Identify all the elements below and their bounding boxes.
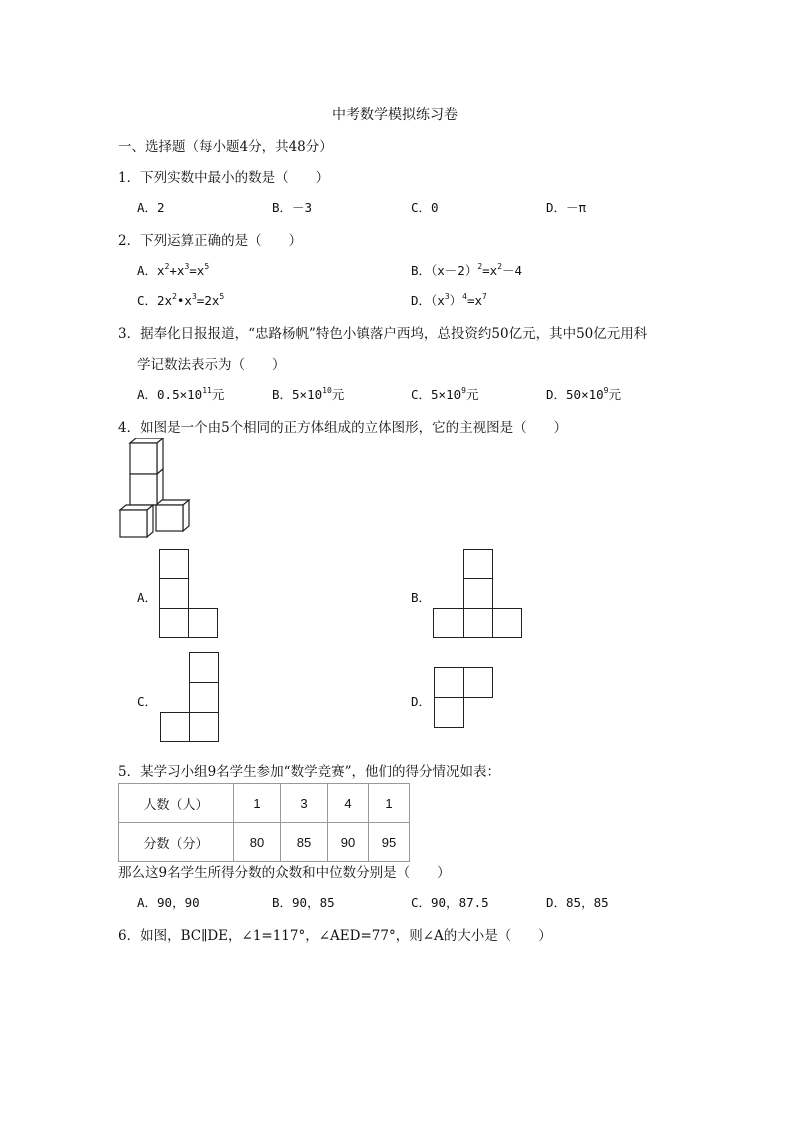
q4-option-a-label: A． <box>137 590 158 605</box>
q5-option-d: D．85，85 <box>546 895 609 910</box>
table-cell: 90 <box>328 823 369 862</box>
table-cell: 4 <box>328 784 369 823</box>
q4-option-c-figure <box>160 652 220 742</box>
table-cell: 3 <box>281 784 328 823</box>
q4-option-d-label: D． <box>411 694 432 709</box>
page-title: 中考数学模拟练习卷 <box>332 107 458 123</box>
question-2-stem: 2．下列运算正确的是（ ） <box>118 233 303 249</box>
q4-option-a-figure <box>159 549 219 638</box>
q1-option-a: A．2 <box>137 200 165 215</box>
question-5-question: 那么这9名学生所得分数的众数和中位数分别是（ ） <box>118 865 451 881</box>
table-cell: 80 <box>234 823 281 862</box>
table-cell: 1 <box>369 784 410 823</box>
table-cell: 85 <box>281 823 328 862</box>
table-cell: 95 <box>369 823 410 862</box>
q1-option-d: D．－π <box>546 200 587 215</box>
q5-option-b: B．90，85 <box>272 895 335 910</box>
q5-option-a: A．90，90 <box>137 895 200 910</box>
q1-option-c: C．0 <box>411 200 439 215</box>
question-3-stem-line1: 3．据奉化日报报道，“忠路杨帆”特色小镇落户西坞，总投资约50亿元，其中50亿元用科 <box>118 326 648 342</box>
q4-option-b-figure <box>433 549 522 638</box>
q1-option-b: B．－3 <box>272 200 313 215</box>
q5-option-c: C．90，87.5 <box>411 895 489 910</box>
q4-option-b-label: B． <box>411 590 432 605</box>
q3-option-a: A．$0.5\times 10^{11}$元 <box>137 386 225 402</box>
q2-option-a: A．$x^2+x^3=x^5$ <box>137 262 210 278</box>
score-table <box>118 783 410 862</box>
table-cell: 分数（分） <box>119 823 234 862</box>
q3-option-d: D．$50\times 10^9$元 <box>546 386 621 402</box>
cube-stack-figure <box>115 438 195 540</box>
table-row <box>119 784 410 823</box>
table-cell: 人数（人） <box>119 784 234 823</box>
question-3-stem-line2: 学记数法表示为（ ） <box>137 357 286 373</box>
table-row <box>119 823 410 862</box>
section-heading: 一、选择题（每小题4分，共48分） <box>118 139 333 155</box>
q4-option-c-label: C． <box>137 694 158 709</box>
q3-option-b: B．$5\times 10^{10}$元 <box>272 386 345 402</box>
q2-option-b: B．$(x-2)^2=x^2-4$ <box>411 262 523 278</box>
question-1-stem: 1．下列实数中最小的数是（ ） <box>118 170 330 186</box>
q4-option-d-figure <box>434 667 494 728</box>
question-5-stem: 5．某学习小组9名学生参加“数学竞赛”，他们的得分情况如表： <box>118 764 500 780</box>
q3-option-c: C．$5\times 10^9$元 <box>411 386 479 402</box>
table-cell: 1 <box>234 784 281 823</box>
q2-option-c: C．$2x^2•x^3=2x^5$ <box>137 292 225 308</box>
q2-option-d: D．$(x^3)^4=x^7$ <box>411 292 487 308</box>
question-6-stem: 6．如图，BC∥DE，∠1=117°，∠AED=77°，则∠A的大小是（ ） <box>118 928 552 944</box>
question-4-stem: 4．如图是一个由5个相同的正方体组成的立体图形，它的主视图是（ ） <box>118 420 568 436</box>
